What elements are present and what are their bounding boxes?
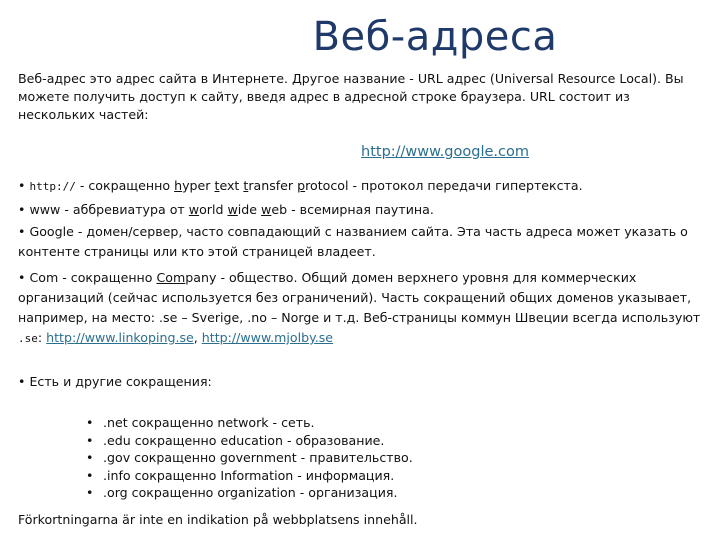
footer-note: Förkortningarna är inte en indikation på webbplatsens innehåll. [18,512,418,527]
paragraph-com: • Com - сокращенно Company - общество. Общий домен верхнего уровня для коммерческих организаций (сейчас используется без ограничений). Часть сокращений общих доменов указывает, например, на место: .se – Sverige, .no – Norge и т.д. Веб-страницы коммун Швеции всегда используют .se: http://www.linkoping.se, http://www.mjolby.se [18,270,701,345]
intro-paragraph: Веб-адрес это адрес сайта в Интернете. Другое название - URL адрес (Universal Resource Local). Вы можете получить доступ к сайту, введя адрес в адресной строке браузера. URL состоит из нескольких частей: [18,71,684,122]
bullet: • [18,202,26,217]
domain-list [86,414,413,502]
http-prefix: http:// [29,180,76,193]
bullet: • [18,374,26,389]
paragraph-other: • Есть и другие сокращения: [18,374,212,389]
example-url-link[interactable]: http://www.google.com [361,144,529,160]
list-item: • .net сокращенно network - сеть. [86,415,315,430]
paragraph-http: • http:// - сокращенно hyper text transfer protocol - протокол передачи гипертекста. [18,178,583,193]
page-title: Веб-адреса [312,14,558,60]
paragraph-www: • www - аббревиатура от world wide web - всемирная паутина. [18,202,434,217]
bullet: • [18,178,26,193]
linkoping-link[interactable]: http://www.linkoping.se [46,330,194,345]
paragraph-google: • Google - домен/сервер, часто совпадающий с названием сайта. Эта часть адреса может указать о контенте страницы или кто этой страницей владеет. [18,224,688,259]
list-item: • .gov сокращенно government - правительство. [86,450,413,465]
list-item: • .info сокращенно Information - информация. [86,467,395,483]
bullet: • [18,270,26,285]
list-item: • .org сокращенно organization - организация. [86,485,398,500]
mjolby-link[interactable]: http://www.mjolby.se [201,330,334,345]
list-item: • .edu сокращенно education - образование. [86,432,385,448]
bullet: • [18,224,26,239]
